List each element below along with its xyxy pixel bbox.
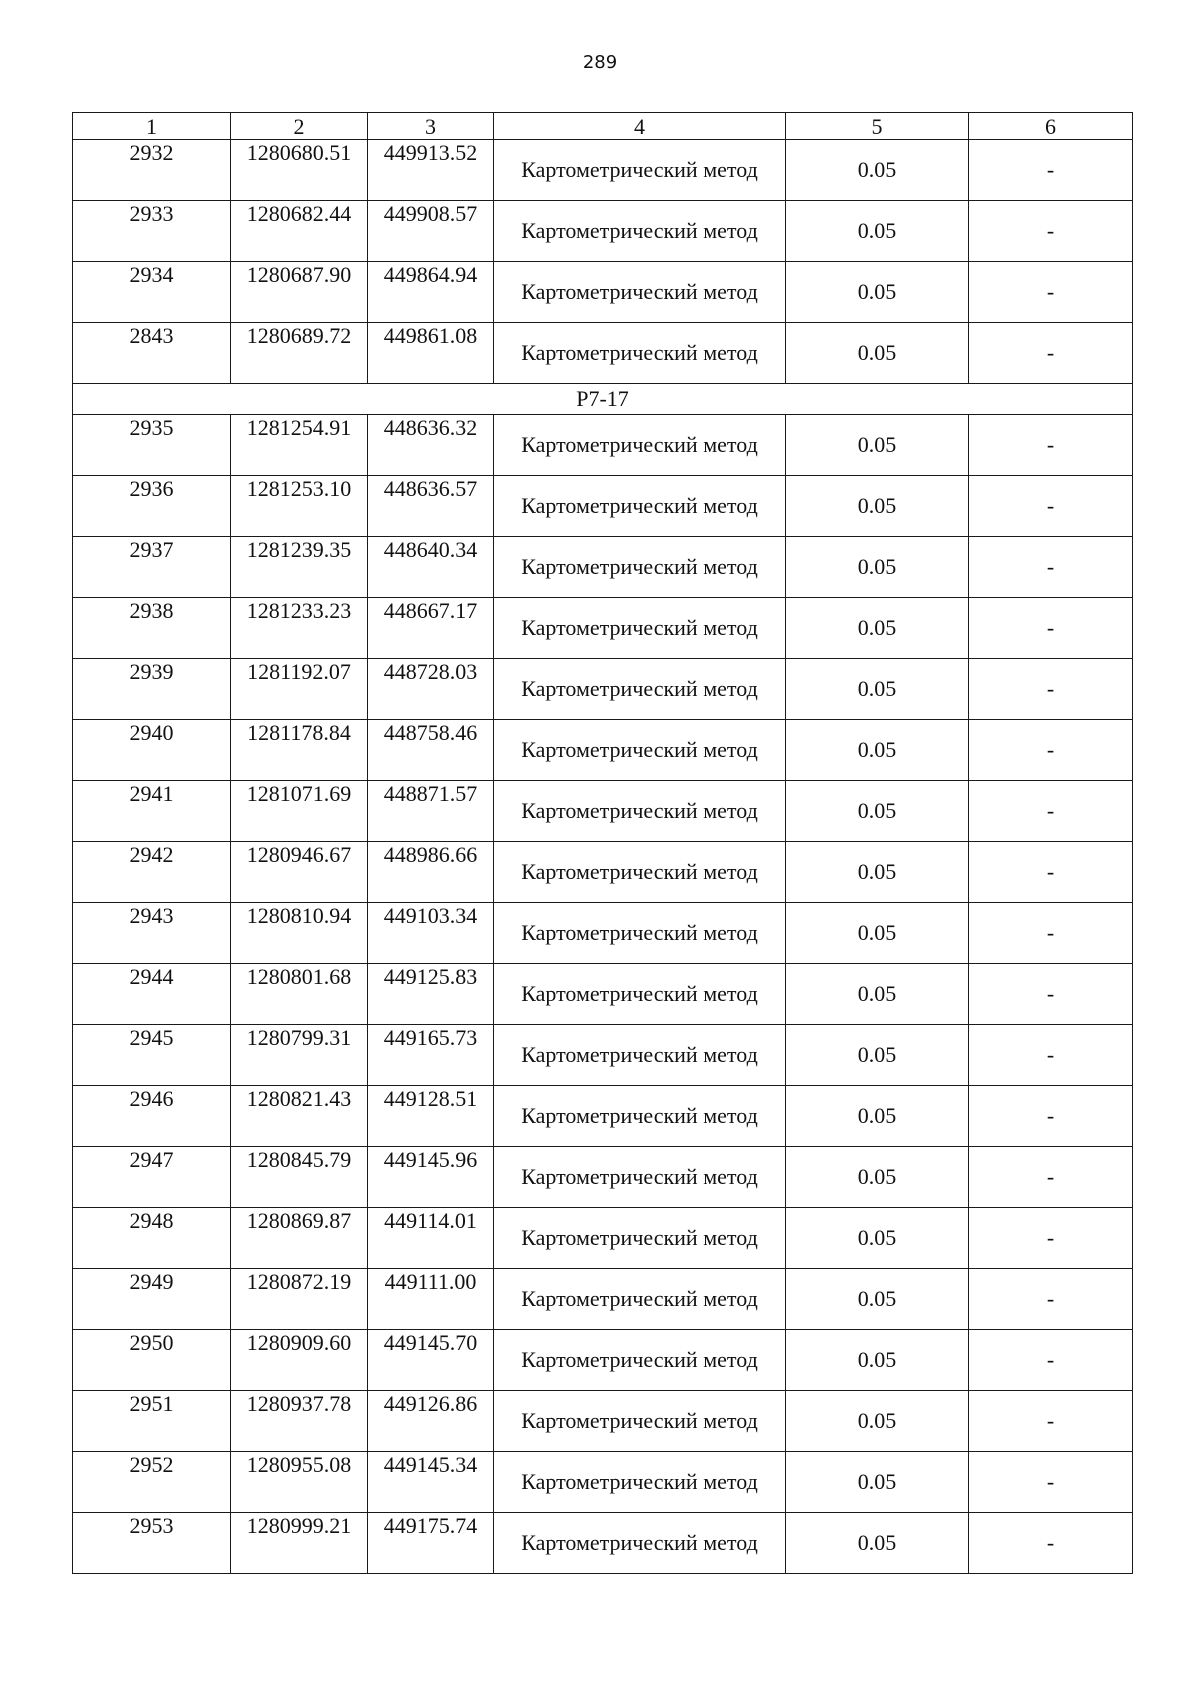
- note-cell: -: [969, 659, 1133, 720]
- point-number-cell: 2942: [73, 842, 231, 903]
- accuracy-cell: 0.05: [786, 201, 969, 262]
- accuracy-cell: 0.05: [786, 842, 969, 903]
- y-coordinate-cell: 449864.94: [368, 262, 494, 323]
- x-coordinate-cell: 1281071.69: [231, 781, 368, 842]
- method-cell: Картометрический метод: [494, 1086, 786, 1147]
- x-coordinate-cell: 1280680.51: [231, 140, 368, 201]
- x-coordinate-cell: 1280909.60: [231, 1330, 368, 1391]
- note-cell: -: [969, 1269, 1133, 1330]
- y-coordinate-cell: 449913.52: [368, 140, 494, 201]
- x-coordinate-cell: 1280821.43: [231, 1086, 368, 1147]
- accuracy-cell: 0.05: [786, 1269, 969, 1330]
- x-coordinate-cell: 1280682.44: [231, 201, 368, 262]
- method-cell: Картометрический метод: [494, 1330, 786, 1391]
- column-header: 6: [969, 113, 1133, 140]
- accuracy-cell: 0.05: [786, 964, 969, 1025]
- point-number-cell: 2934: [73, 262, 231, 323]
- y-coordinate-cell: 448667.17: [368, 598, 494, 659]
- point-number-cell: 2941: [73, 781, 231, 842]
- method-cell: Картометрический метод: [494, 415, 786, 476]
- accuracy-cell: 0.05: [786, 323, 969, 384]
- note-cell: -: [969, 415, 1133, 476]
- point-number-cell: 2946: [73, 1086, 231, 1147]
- point-number-cell: 2947: [73, 1147, 231, 1208]
- header-row: [73, 113, 1133, 140]
- accuracy-cell: 0.05: [786, 659, 969, 720]
- note-cell: -: [969, 201, 1133, 262]
- x-coordinate-cell: 1280845.79: [231, 1147, 368, 1208]
- column-header: 4: [494, 113, 786, 140]
- point-number-cell: 2936: [73, 476, 231, 537]
- table-row: [73, 1513, 1133, 1574]
- x-coordinate-cell: 1281178.84: [231, 720, 368, 781]
- method-cell: Картометрический метод: [494, 842, 786, 903]
- y-coordinate-cell: 449145.96: [368, 1147, 494, 1208]
- y-coordinate-cell: 448640.34: [368, 537, 494, 598]
- y-coordinate-cell: 449908.57: [368, 201, 494, 262]
- table-row: [73, 1391, 1133, 1452]
- y-coordinate-cell: 448636.32: [368, 415, 494, 476]
- table-row: [73, 598, 1133, 659]
- point-number-cell: 2949: [73, 1269, 231, 1330]
- table-body: [73, 140, 1133, 1574]
- y-coordinate-cell: 449126.86: [368, 1391, 494, 1452]
- note-cell: -: [969, 537, 1133, 598]
- method-cell: Картометрический метод: [494, 201, 786, 262]
- point-number-cell: 2952: [73, 1452, 231, 1513]
- table-row: [73, 1086, 1133, 1147]
- point-number-cell: 2940: [73, 720, 231, 781]
- method-cell: Картометрический метод: [494, 1147, 786, 1208]
- table-row: [73, 476, 1133, 537]
- accuracy-cell: 0.05: [786, 1208, 969, 1269]
- method-cell: Картометрический метод: [494, 781, 786, 842]
- y-coordinate-cell: 449125.83: [368, 964, 494, 1025]
- note-cell: -: [969, 1330, 1133, 1391]
- table-row: [73, 262, 1133, 323]
- method-cell: Картометрический метод: [494, 903, 786, 964]
- x-coordinate-cell: 1280687.90: [231, 262, 368, 323]
- point-number-cell: 2938: [73, 598, 231, 659]
- method-cell: Картометрический метод: [494, 262, 786, 323]
- table-row: [73, 537, 1133, 598]
- note-cell: -: [969, 598, 1133, 659]
- method-cell: Картометрический метод: [494, 598, 786, 659]
- column-header: 3: [368, 113, 494, 140]
- accuracy-cell: 0.05: [786, 476, 969, 537]
- table-row: [73, 1452, 1133, 1513]
- note-cell: -: [969, 842, 1133, 903]
- table-row: [73, 415, 1133, 476]
- x-coordinate-cell: 1280946.67: [231, 842, 368, 903]
- x-coordinate-cell: 1281233.23: [231, 598, 368, 659]
- column-header: 1: [73, 113, 231, 140]
- x-coordinate-cell: 1280999.21: [231, 1513, 368, 1574]
- point-number-cell: 2945: [73, 1025, 231, 1086]
- accuracy-cell: 0.05: [786, 1330, 969, 1391]
- point-number-cell: 2843: [73, 323, 231, 384]
- section-title: Р7-17: [73, 384, 1133, 415]
- note-cell: -: [969, 1208, 1133, 1269]
- note-cell: -: [969, 1147, 1133, 1208]
- method-cell: Картометрический метод: [494, 1269, 786, 1330]
- table-row: [73, 1147, 1133, 1208]
- accuracy-cell: 0.05: [786, 537, 969, 598]
- x-coordinate-cell: 1280869.87: [231, 1208, 368, 1269]
- coordinates-table: [72, 112, 1133, 1574]
- accuracy-cell: 0.05: [786, 1025, 969, 1086]
- table-row: [73, 903, 1133, 964]
- note-cell: -: [969, 1391, 1133, 1452]
- note-cell: -: [969, 140, 1133, 201]
- y-coordinate-cell: 449861.08: [368, 323, 494, 384]
- method-cell: Картометрический метод: [494, 659, 786, 720]
- point-number-cell: 2948: [73, 1208, 231, 1269]
- x-coordinate-cell: 1280872.19: [231, 1269, 368, 1330]
- y-coordinate-cell: 448758.46: [368, 720, 494, 781]
- x-coordinate-cell: 1281254.91: [231, 415, 368, 476]
- method-cell: Картометрический метод: [494, 1208, 786, 1269]
- y-coordinate-cell: 449145.70: [368, 1330, 494, 1391]
- y-coordinate-cell: 449175.74: [368, 1513, 494, 1574]
- x-coordinate-cell: 1281192.07: [231, 659, 368, 720]
- method-cell: Картометрический метод: [494, 1452, 786, 1513]
- table-row: [73, 201, 1133, 262]
- column-header: 5: [786, 113, 969, 140]
- x-coordinate-cell: 1280689.72: [231, 323, 368, 384]
- method-cell: Картометрический метод: [494, 476, 786, 537]
- point-number-cell: 2933: [73, 201, 231, 262]
- y-coordinate-cell: 449128.51: [368, 1086, 494, 1147]
- accuracy-cell: 0.05: [786, 1086, 969, 1147]
- accuracy-cell: 0.05: [786, 1513, 969, 1574]
- accuracy-cell: 0.05: [786, 903, 969, 964]
- table-row: [73, 964, 1133, 1025]
- x-coordinate-cell: 1280955.08: [231, 1452, 368, 1513]
- point-number-cell: 2935: [73, 415, 231, 476]
- method-cell: Картометрический метод: [494, 323, 786, 384]
- accuracy-cell: 0.05: [786, 415, 969, 476]
- point-number-cell: 2937: [73, 537, 231, 598]
- point-number-cell: 2950: [73, 1330, 231, 1391]
- note-cell: -: [969, 781, 1133, 842]
- note-cell: -: [969, 1452, 1133, 1513]
- y-coordinate-cell: 449103.34: [368, 903, 494, 964]
- column-header: 2: [231, 113, 368, 140]
- y-coordinate-cell: 449114.01: [368, 1208, 494, 1269]
- table-row: [73, 659, 1133, 720]
- accuracy-cell: 0.05: [786, 1452, 969, 1513]
- method-cell: Картометрический метод: [494, 720, 786, 781]
- point-number-cell: 2951: [73, 1391, 231, 1452]
- note-cell: -: [969, 720, 1133, 781]
- method-cell: Картометрический метод: [494, 1025, 786, 1086]
- table-row: [73, 720, 1133, 781]
- x-coordinate-cell: 1281253.10: [231, 476, 368, 537]
- point-number-cell: 2932: [73, 140, 231, 201]
- method-cell: Картометрический метод: [494, 1513, 786, 1574]
- table-row: [73, 1208, 1133, 1269]
- table-row: [73, 323, 1133, 384]
- note-cell: -: [969, 262, 1133, 323]
- point-number-cell: 2953: [73, 1513, 231, 1574]
- x-coordinate-cell: 1280799.31: [231, 1025, 368, 1086]
- y-coordinate-cell: 448871.57: [368, 781, 494, 842]
- x-coordinate-cell: 1280810.94: [231, 903, 368, 964]
- note-cell: -: [969, 964, 1133, 1025]
- point-number-cell: 2939: [73, 659, 231, 720]
- y-coordinate-cell: 448986.66: [368, 842, 494, 903]
- note-cell: -: [969, 476, 1133, 537]
- note-cell: -: [969, 1513, 1133, 1574]
- x-coordinate-cell: 1280937.78: [231, 1391, 368, 1452]
- y-coordinate-cell: 449165.73: [368, 1025, 494, 1086]
- accuracy-cell: 0.05: [786, 1147, 969, 1208]
- table-row: [73, 842, 1133, 903]
- y-coordinate-cell: 449111.00: [368, 1269, 494, 1330]
- point-number-cell: 2944: [73, 964, 231, 1025]
- note-cell: -: [969, 1086, 1133, 1147]
- x-coordinate-cell: 1281239.35: [231, 537, 368, 598]
- table-row: [73, 1025, 1133, 1086]
- note-cell: -: [969, 323, 1133, 384]
- accuracy-cell: 0.05: [786, 262, 969, 323]
- accuracy-cell: 0.05: [786, 720, 969, 781]
- accuracy-cell: 0.05: [786, 140, 969, 201]
- y-coordinate-cell: 448728.03: [368, 659, 494, 720]
- table-row: [73, 781, 1133, 842]
- y-coordinate-cell: 449145.34: [368, 1452, 494, 1513]
- accuracy-cell: 0.05: [786, 1391, 969, 1452]
- method-cell: Картометрический метод: [494, 1391, 786, 1452]
- method-cell: Картометрический метод: [494, 537, 786, 598]
- accuracy-cell: 0.05: [786, 598, 969, 659]
- y-coordinate-cell: 448636.57: [368, 476, 494, 537]
- note-cell: -: [969, 1025, 1133, 1086]
- method-cell: Картометрический метод: [494, 140, 786, 201]
- x-coordinate-cell: 1280801.68: [231, 964, 368, 1025]
- method-cell: Картометрический метод: [494, 964, 786, 1025]
- accuracy-cell: 0.05: [786, 781, 969, 842]
- page-number: 289: [582, 52, 618, 73]
- note-cell: -: [969, 903, 1133, 964]
- table-row: [73, 140, 1133, 201]
- point-number-cell: 2943: [73, 903, 231, 964]
- section-row: [73, 384, 1133, 415]
- table-row: [73, 1330, 1133, 1391]
- table-row: [73, 1269, 1133, 1330]
